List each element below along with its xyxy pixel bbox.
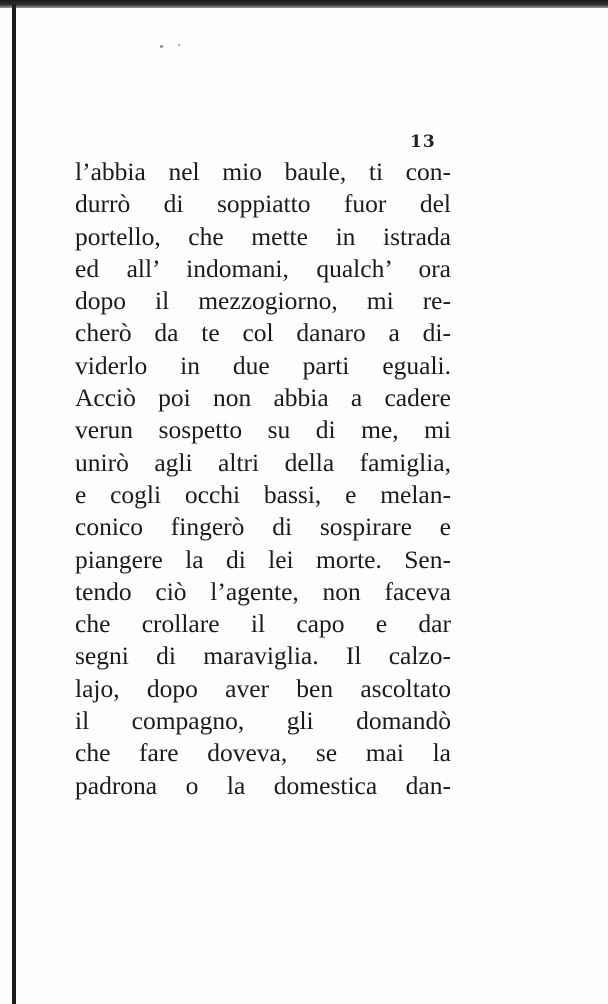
paper-speck (178, 44, 180, 46)
text-line: padrona o la domestica dan- (75, 770, 451, 800)
text-line: lajo, dopo aver ben ascoltato (75, 673, 451, 703)
text-line: piangere la di lei morte. Sen- (75, 544, 451, 574)
text-line: Acciò poi non abbia a cadere (75, 383, 451, 413)
text-line: l’abbia nel mio baule, ti con- (75, 157, 451, 186)
text-line: durrò di soppiatto fuor del (75, 189, 451, 219)
text-line: dopo il mezzogiorno, mi re- (75, 286, 451, 316)
text-line: e cogli occhi bassi, e melan- (75, 479, 451, 509)
text-line: cherò da te col danaro a di- (75, 318, 451, 348)
text-line: portello, che mette in istrada (75, 221, 451, 251)
text-line: verun sospetto su di me, mi (75, 415, 451, 445)
page-number: 13 (410, 132, 436, 152)
scan-left-edge (12, 4, 16, 1004)
text-line: che crollare il capo e dar (75, 609, 451, 639)
body-text (75, 156, 451, 802)
paper-speck (160, 45, 163, 48)
text-line: che fare doveva, se mai la (75, 738, 451, 768)
text-line: ed all’ indomani, qualch’ ora (75, 253, 451, 283)
text-line: segni di maraviglia. Il calzo- (75, 641, 451, 671)
scan-top-edge (0, 0, 608, 8)
text-line: viderlo in due parti eguali. (75, 350, 451, 380)
text-line: unirò agli altri della famiglia, (75, 447, 451, 477)
text-line: il compagno, gli domandò (75, 706, 451, 736)
text-line: tendo ciò l’agente, non faceva (75, 576, 451, 606)
text-line: conico fingerò di sospirare e (75, 512, 451, 542)
